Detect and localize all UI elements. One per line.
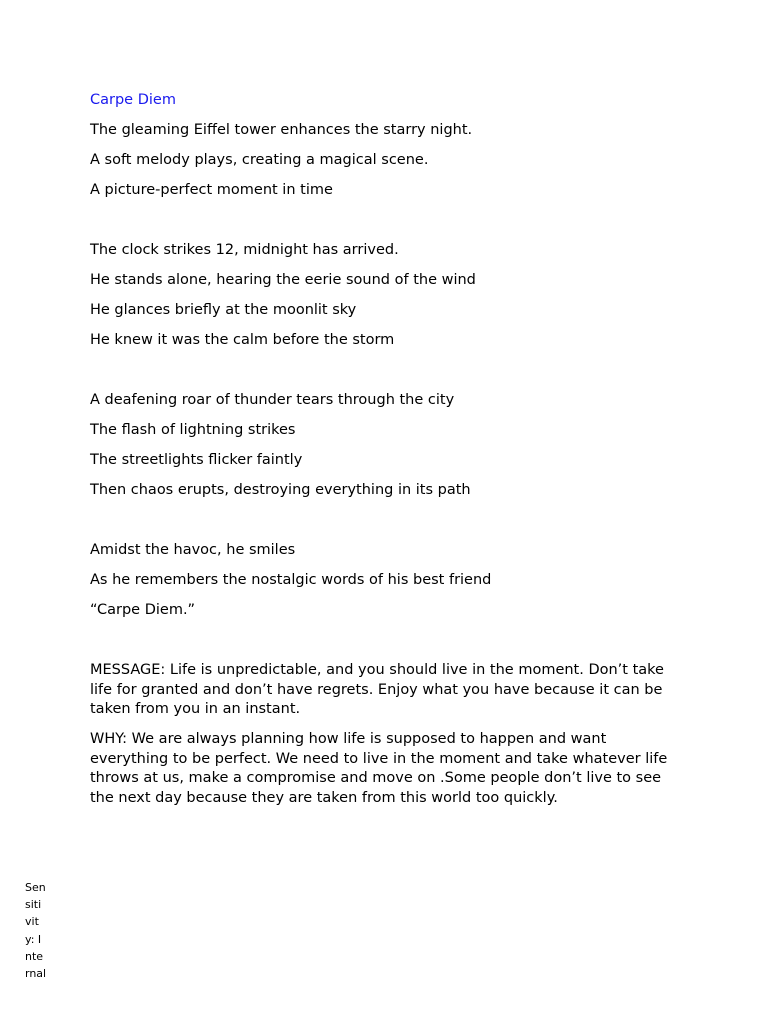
poem-line: The flash of lightning strikes	[90, 422, 296, 438]
stanza-gap	[90, 631, 680, 661]
poem-line: He knew it was the calm before the storm	[90, 332, 395, 348]
poem-line: Amidst the havoc, he smiles	[90, 542, 296, 558]
poem-line: “Carpe Diem.”	[90, 602, 196, 618]
poem-line: He glances briefly at the moonlit sky	[90, 302, 357, 318]
stanza-gap	[90, 511, 680, 541]
poem-title: Carpe Diem	[90, 92, 176, 108]
poem-line: He stands alone, hearing the eerie sound of the wind	[90, 272, 476, 288]
stanza-1	[90, 121, 680, 201]
stanza-2	[90, 241, 680, 351]
poem-line: A deafening roar of thunder tears through the city	[90, 392, 455, 408]
poem-body	[90, 91, 680, 819]
message-paragraph: MESSAGE: Life is unpredictable, and you should live in the moment. Don’t take life for granted and don’t have regrets. Enjoy what you have because it can be taken from you in an instant.	[90, 662, 664, 717]
stanza-4	[90, 541, 680, 621]
poem-line: Then chaos erupts, destroying everything in its path	[90, 482, 471, 498]
poem-line: The gleaming Eiffel tower enhances the starry night.	[90, 122, 473, 138]
stanza-gap	[90, 211, 680, 241]
poem-line: A soft melody plays, creating a magical scene.	[90, 152, 429, 168]
poem-line: The streetlights flicker faintly	[90, 452, 303, 468]
stanza-3	[90, 391, 680, 501]
stanza-gap	[90, 361, 680, 391]
why-paragraph: WHY: We are always planning how life is supposed to happen and want everything to be perfect. We need to live in the moment and take whatever life throws at us, make a compromise and move on .Some people don’t live to see the next day because they are taken from this world too quickly.	[90, 731, 668, 806]
poem-line: A picture-perfect moment in time	[90, 182, 333, 198]
sensitivity-label: Sensitivity: Internal	[25, 881, 47, 981]
poem-line: The clock strikes 12, midnight has arrived.	[90, 242, 399, 258]
poem-line: As he remembers the nostalgic words of his best friend	[90, 572, 492, 588]
